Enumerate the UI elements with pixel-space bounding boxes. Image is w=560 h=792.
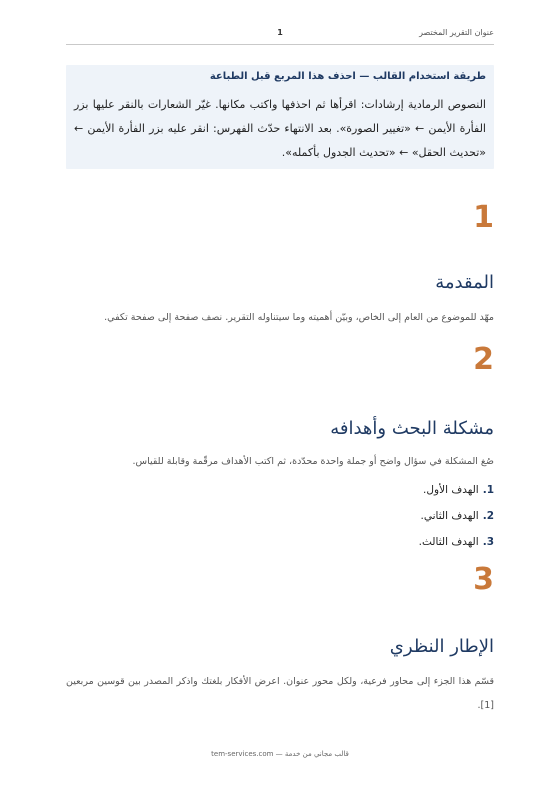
chapter-number-1: 1 xyxy=(473,200,494,235)
goal-label: الهدف الأول. xyxy=(423,484,479,496)
section-title-theoretical-framework: الإطار النظري xyxy=(389,636,494,657)
goal-number: 2. xyxy=(482,510,494,522)
header-title: عنوان التقرير المختصر xyxy=(419,28,494,37)
section-text-theoretical-framework: قسّم هذا الجزء إلى محاور فرعية، ولكل محور عنوان. اعرض الأفكار بلغتك واذكر المصدر بين قوسين مربعين [1]. xyxy=(66,676,494,711)
goal-number: 1. xyxy=(482,484,494,496)
goal-label: الهدف الثاني. xyxy=(420,510,479,522)
section-title-problem: مشكلة البحث وأهدافه xyxy=(330,418,494,439)
page-footer: tem-services.com — قالب مجاني من خدمة xyxy=(211,750,349,758)
instructions-box xyxy=(66,65,494,169)
section-text-problem: صُغ المشكلة في سؤال واضح أو جملة واحدة محدّدة، ثم اكتب الأهداف مرقّمة وقابلة للقياس. xyxy=(132,456,494,467)
page-header xyxy=(66,28,494,45)
section-text-introduction: مهّد للموضوع من العام إلى الخاص، وبيّن أهميته وما سيتناوله التقرير. نصف صفحة إلى صفحة تكفي. xyxy=(104,312,494,323)
chapter-number-2: 2 xyxy=(473,342,494,377)
goal-number: 3. xyxy=(482,536,494,548)
goal-item xyxy=(66,477,494,503)
page-number: 1 xyxy=(277,28,283,37)
goal-item xyxy=(66,503,494,529)
instructions-title: طريقة استخدام القالب — احذف هذا المربع قبل الطباعة xyxy=(209,71,486,82)
goal-item xyxy=(66,529,494,555)
goal-label: الهدف الثالث. xyxy=(418,536,479,548)
chapter-number-3: 3 xyxy=(473,562,494,597)
goals-list xyxy=(66,477,494,555)
instructions-body: النصوص الرمادية إرشادات: اقرأها ثم احذفها واكتب مكانها. غيّر الشعارات بالنقر عليها بزر الفأرة الأيمن ← «تغيير الصورة». بعد الانتهاء حدّث الفهرس: انقر عليه بزر الفأرة الأيمن ← «تحديث الحقل» ← «تحديث الجدول بأكمله». xyxy=(74,98,486,159)
section-title-introduction: المقدمة xyxy=(435,272,494,293)
